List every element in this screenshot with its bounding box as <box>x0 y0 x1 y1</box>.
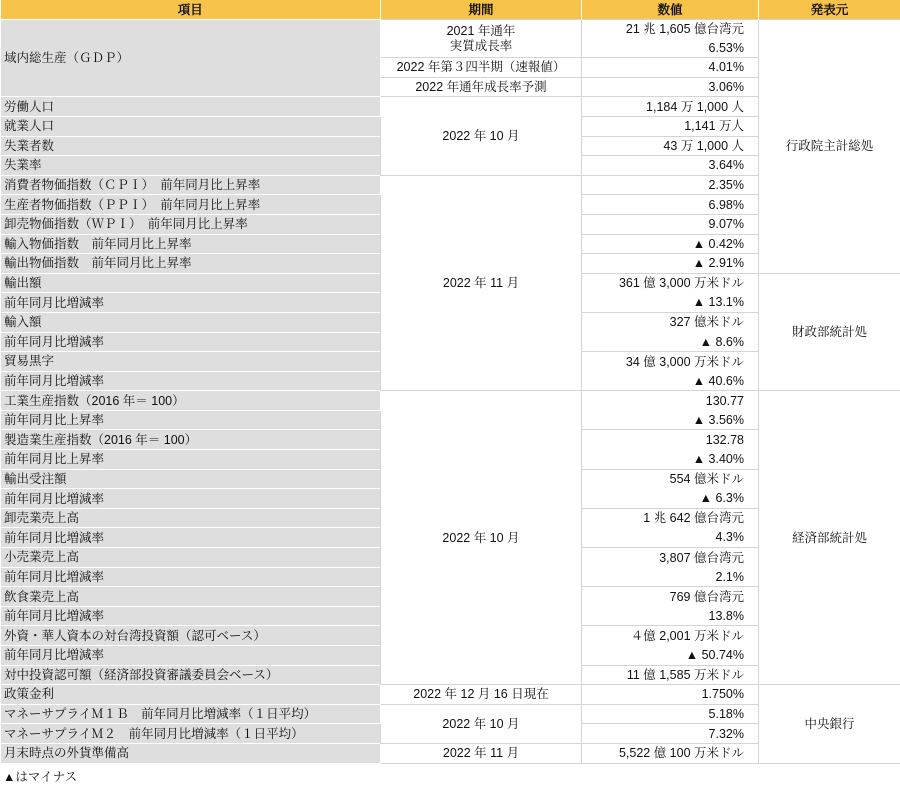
item-m1b: マネーサプライＭ１Ｂ 前年同月比増減率（１日平均） <box>1 704 381 724</box>
item-export-price-index: 輸出物価指数 前年同月比上昇率 <box>1 254 381 274</box>
item-food-service-sales: 飲食業売上高 <box>1 587 381 607</box>
period-gdp-forecast: 2022 年通年成長率予測 <box>381 77 582 97</box>
value-cell: 1,141 万人 <box>582 116 759 136</box>
item-cpi: 消費者物価指数（ＣＰＩ） 前年同月比上昇率 <box>1 175 381 195</box>
period-gdp-annual <box>381 20 582 58</box>
item-manufacturing-production: 製造業生産指数（2016 年＝ 100） <box>1 430 381 450</box>
item-foreign-investment-yoy: 前年同月比増減率 <box>1 646 381 666</box>
value-cell: 327 億米ドル <box>582 312 759 332</box>
value-cell: 4.3% <box>582 528 759 548</box>
header-row <box>1 0 900 20</box>
value-cell: 3,807 億台湾元 <box>582 548 759 568</box>
value-cell: ▲ 3.40% <box>582 450 759 470</box>
period-nov-2022: 2022 年 11 月 <box>381 175 582 391</box>
item-wholesale-sales-yoy: 前年同月比増減率 <box>1 528 381 548</box>
header-source: 発表元 <box>759 0 900 20</box>
value-cell: 3.64% <box>582 156 759 176</box>
item-retail-sales-yoy: 前年同月比増減率 <box>1 567 381 587</box>
period-gdp-q3: 2022 年第３四半期（速報値） <box>381 58 582 78</box>
value-cell: 7.32% <box>582 724 759 744</box>
item-trade-surplus: 貿易黒字 <box>1 352 381 372</box>
value-cell: 132.78 <box>582 430 759 450</box>
source-mof: 財政部統計処 <box>759 273 900 391</box>
value-cell: 11 億 1,585 万米ドル <box>582 665 759 685</box>
period-gdp-annual-line1: 2021 年通年 <box>446 23 516 38</box>
value-cell: 4.01% <box>582 58 759 78</box>
value-cell: 1.750% <box>582 685 759 705</box>
item-import-price-index: 輸入物価指数 前年同月比上昇率 <box>1 234 381 254</box>
value-cell: 6.53% <box>582 39 759 58</box>
item-foreign-investment: 外資・華人資本の対台湾投資額（認可ベース） <box>1 626 381 646</box>
item-industrial-production: 工業生産指数（2016 年＝ 100） <box>1 391 381 411</box>
value-cell: 1,184 万 1,000 人 <box>582 97 759 117</box>
period-oct-2022: 2022 年 10 月 <box>381 97 582 175</box>
item-food-service-sales-yoy: 前年同月比増減率 <box>1 606 381 626</box>
header-period: 期間 <box>381 0 582 20</box>
value-cell: 34 億 3,000 万米ドル <box>582 352 759 372</box>
period-oct-2022-moea: 2022 年 10 月 <box>381 391 582 685</box>
period-dec-16-2022: 2022 年 12 月 16 日現在 <box>381 685 582 705</box>
source-moea: 経済部統計処 <box>759 391 900 685</box>
item-ppi: 生産者物価指数（ＰＰＩ） 前年同月比上昇率 <box>1 195 381 215</box>
item-labor-force: 労働人口 <box>1 97 381 117</box>
value-cell: ▲ 40.6% <box>582 371 759 391</box>
value-cell: ▲ 3.56% <box>582 410 759 430</box>
item-imports: 輸入額 <box>1 312 381 332</box>
item-exports-yoy: 前年同月比増減率 <box>1 293 381 313</box>
value-cell: 5,522 億 100 万米ドル <box>582 743 759 763</box>
value-cell: ▲ 8.6% <box>582 332 759 352</box>
item-manufacturing-production-yoy: 前年同月比上昇率 <box>1 450 381 470</box>
header-item: 項目 <box>1 0 381 20</box>
item-export-orders: 輸出受注額 <box>1 469 381 489</box>
value-cell: 43 万 1,000 人 <box>582 136 759 156</box>
value-cell: 13.8% <box>582 606 759 626</box>
value-cell: ▲ 6.3% <box>582 489 759 509</box>
period-gdp-annual-line2: 実質成長率 <box>449 38 513 53</box>
header-value: 数値 <box>582 0 759 20</box>
item-trade-surplus-yoy: 前年同月比増減率 <box>1 371 381 391</box>
item-gdp: 域内総生産（ＧＤＰ） <box>1 20 381 97</box>
value-cell: 2.1% <box>582 567 759 587</box>
item-fx-reserves: 月末時点の外貨準備高 <box>1 743 381 763</box>
source-cbc: 中央銀行 <box>759 685 900 763</box>
footnote: ▲はマイナス <box>3 770 78 784</box>
value-cell: ▲ 2.91% <box>582 254 759 274</box>
value-cell: 1 兆 642 億台湾元 <box>582 508 759 528</box>
value-cell: 6.98% <box>582 195 759 215</box>
item-imports-yoy: 前年同月比増減率 <box>1 332 381 352</box>
value-cell: ４億 2,001 万米ドル <box>582 626 759 646</box>
item-employed: 就業人口 <box>1 116 381 136</box>
item-wholesale-sales: 卸売業売上高 <box>1 508 381 528</box>
item-export-orders-yoy: 前年同月比増減率 <box>1 489 381 509</box>
value-cell: 769 億台湾元 <box>582 587 759 607</box>
value-cell: ▲ 0.42% <box>582 234 759 254</box>
item-exports: 輸出額 <box>1 273 381 293</box>
value-cell: 554 億米ドル <box>582 469 759 489</box>
value-cell: 3.06% <box>582 77 759 97</box>
item-industrial-production-yoy: 前年同月比上昇率 <box>1 410 381 430</box>
item-policy-rate: 政策金利 <box>1 685 381 705</box>
value-cell: 21 兆 1,605 億台湾元 <box>582 20 759 39</box>
value-cell: 9.07% <box>582 214 759 234</box>
value-cell: 361 億 3,000 万米ドル <box>582 273 759 293</box>
value-cell: ▲ 13.1% <box>582 293 759 313</box>
value-cell: 5.18% <box>582 704 759 724</box>
period-oct-2022-cbc: 2022 年 10 月 <box>381 704 582 743</box>
item-unemployment-rate: 失業率 <box>1 156 381 176</box>
value-cell: 130.77 <box>582 391 759 411</box>
item-m2: マネーサプライＭ２ 前年同月比増減率（１日平均） <box>1 724 381 744</box>
source-dgbas: 行政院主計総処 <box>759 20 900 274</box>
period-nov-2022-cbc: 2022 年 11 月 <box>381 743 582 763</box>
item-unemployed: 失業者数 <box>1 136 381 156</box>
item-wpi: 卸売物価指数（ＷＰＩ） 前年同月比上昇率 <box>1 214 381 234</box>
item-retail-sales: 小売業売上高 <box>1 548 381 568</box>
value-cell: ▲ 50.74% <box>582 646 759 666</box>
value-cell: 2.35% <box>582 175 759 195</box>
item-china-investment: 対中投資認可額（経済部投資審議委員会ベース） <box>1 665 381 685</box>
